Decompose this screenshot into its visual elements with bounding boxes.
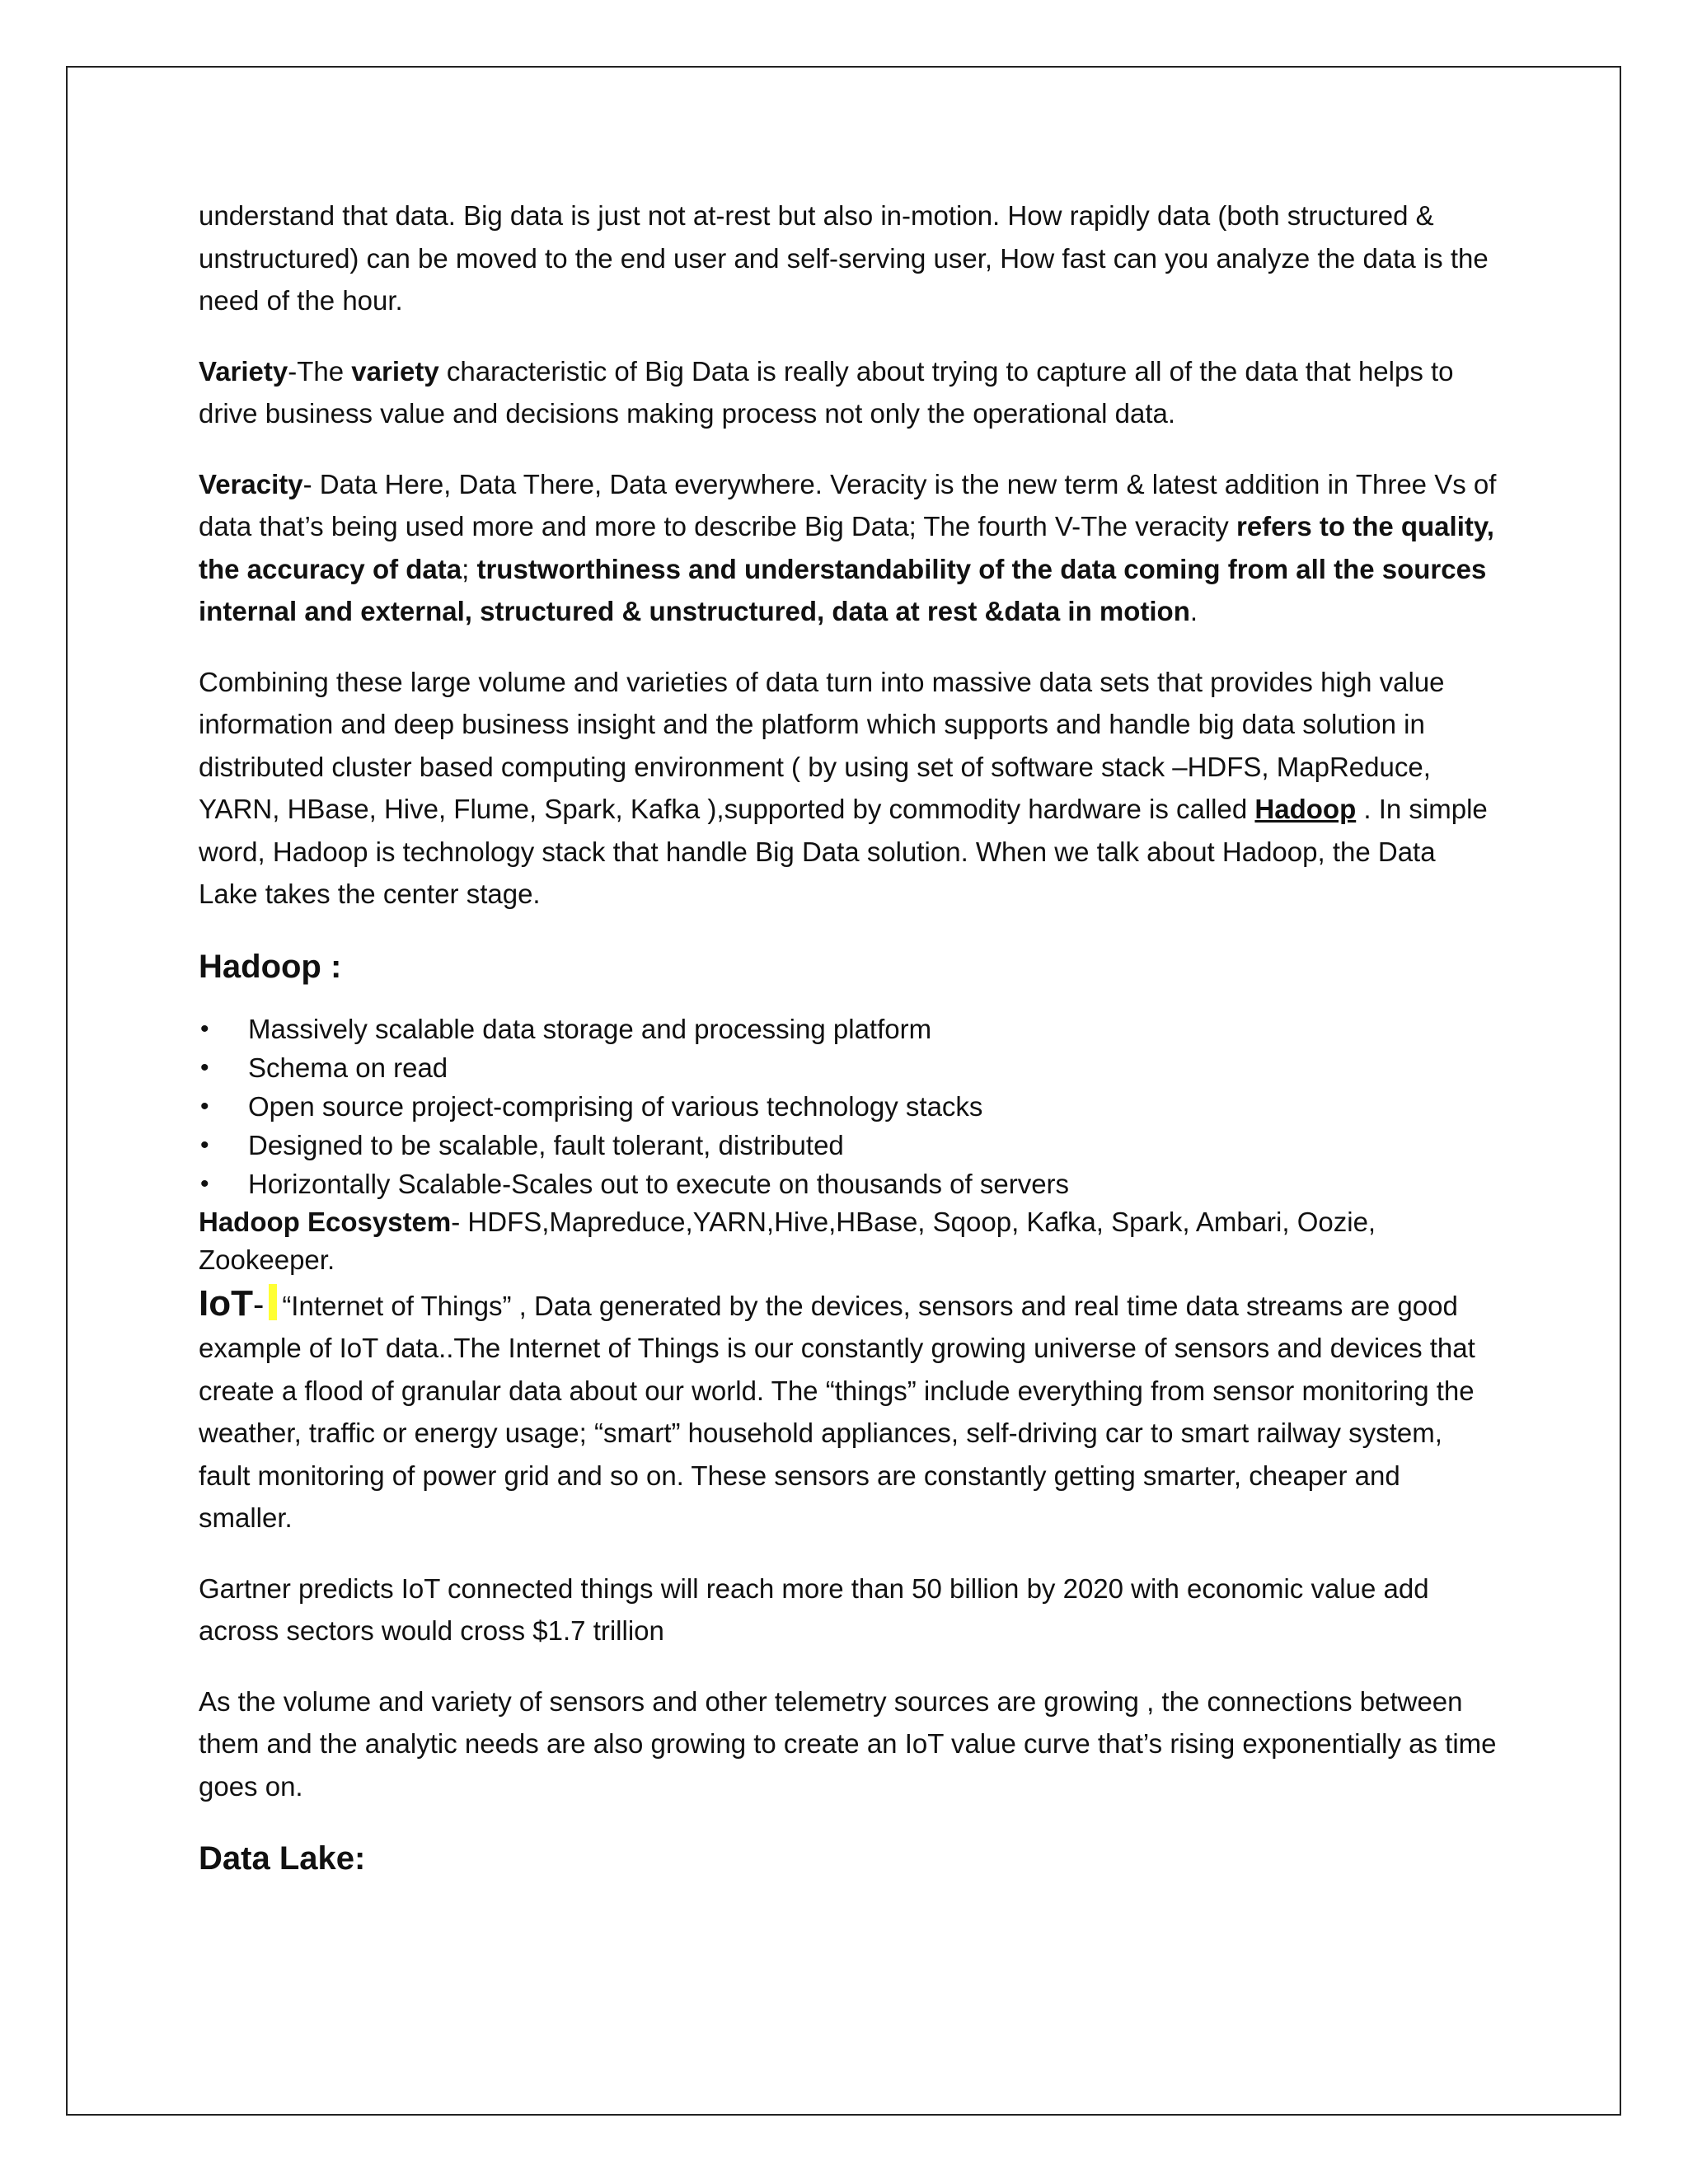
term-variety: Variety	[199, 355, 288, 387]
paragraph-velocity-continuation: understand that data. Big data is just not at-rest but also in-motion. How rapidly data (both structured & unstructured) can be moved to the end user and self-serving user, How fast can you analyze the data is the need of the hour.	[199, 200, 1489, 316]
list-item: • Designed to be scalable, fault tolerant, distributed	[199, 1126, 1501, 1165]
paragraph-combining: Combining these large volume and varieties of data turn into massive data sets that provides high value information and deep business insight and the platform which supports and handle big data solution in distributed cluster based computing environment ( by using set of software stack –HDFS, MapReduce, YARN, HBase, Hive, Flume, Spark, Kafka ),supported by commodity hardware is called Hadoop . In simple word, Hadoop is technology stack that handle Big Data solution. When we talk about Hadoop, the Data Lake takes the center stage.	[199, 666, 1488, 909]
term-veracity: Veracity	[199, 468, 303, 499]
hadoop-bullet-list	[199, 1010, 1501, 1203]
bullet-icon: •	[200, 1053, 209, 1081]
term-iot: IoT	[199, 1282, 253, 1324]
list-item: • Horizontally Scalable-Scales out to execute on thousands of servers	[199, 1165, 1501, 1203]
list-item: • Open source project-comprising of various technology stacks	[199, 1087, 1501, 1126]
paragraph-telemetry: As the volume and variety of sensors and other telemetry sources are growing , the connections between them and the analytic needs are also growing to create an IoT value curve that’s rising exponentially as time goes on.	[199, 1685, 1497, 1802]
bullet-icon: •	[200, 1169, 209, 1197]
bullet-icon: •	[200, 1015, 209, 1043]
list-item: • Schema on read	[199, 1048, 1501, 1087]
text-highlight-mark	[269, 1284, 277, 1320]
paragraph-iot: IoT- “Internet of Things” , Data generated by the devices, sensors and real time data streams are good example of IoT data..The Internet of Things is our constantly growing universe of sensors and devices that create a flood of granular data about our world. The “things” include everything from sensor monitoring the weather, traffic or energy usage; “smart” household appliances, self-driving car to smart railway system, fault monitoring of power grid and so on. These sensors are constantly getting smarter, cheaper and smaller.	[199, 1282, 1475, 1533]
paragraph-veracity: Veracity- Data Here, Data There, Data everywhere. Veracity is the new term & latest addition in Three Vs of data that’s being used more and more to describe Big Data; The fourth V-The veracity refers to the quality, the accuracy of data; trustworthiness and understandability of the data coming from all the sources internal and external, structured & unstructured, data at rest &data in motion.	[199, 468, 1497, 626]
heading-hadoop: Hadoop :	[199, 948, 342, 985]
paragraph-variety: Variety-The variety characteristic of Big Data is really about trying to capture all of the data that helps to drive business value and decisions making process not only the operational data.	[199, 355, 1454, 429]
list-item: • Massively scalable data storage and processing platform	[199, 1010, 1501, 1048]
hadoop-underlined-term: Hadoop	[1254, 794, 1357, 824]
bullet-icon: •	[200, 1131, 209, 1159]
heading-data-lake: Data Lake:	[199, 1840, 366, 1877]
document-body	[199, 194, 1501, 1901]
paragraph-gartner: Gartner predicts IoT connected things will reach more than 50 billion by 2020 with economic value add across sectors would cross $1.7 trillion	[199, 1572, 1429, 1646]
term-hadoop-ecosystem: Hadoop Ecosystem	[199, 1206, 452, 1237]
paragraph-hadoop-ecosystem: Hadoop Ecosystem- HDFS,Mapreduce,YARN,Hive,HBase, Sqoop, Kafka, Spark, Ambari, Oozie, Zookeeper.	[199, 1206, 1376, 1275]
bullet-icon: •	[200, 1092, 209, 1120]
